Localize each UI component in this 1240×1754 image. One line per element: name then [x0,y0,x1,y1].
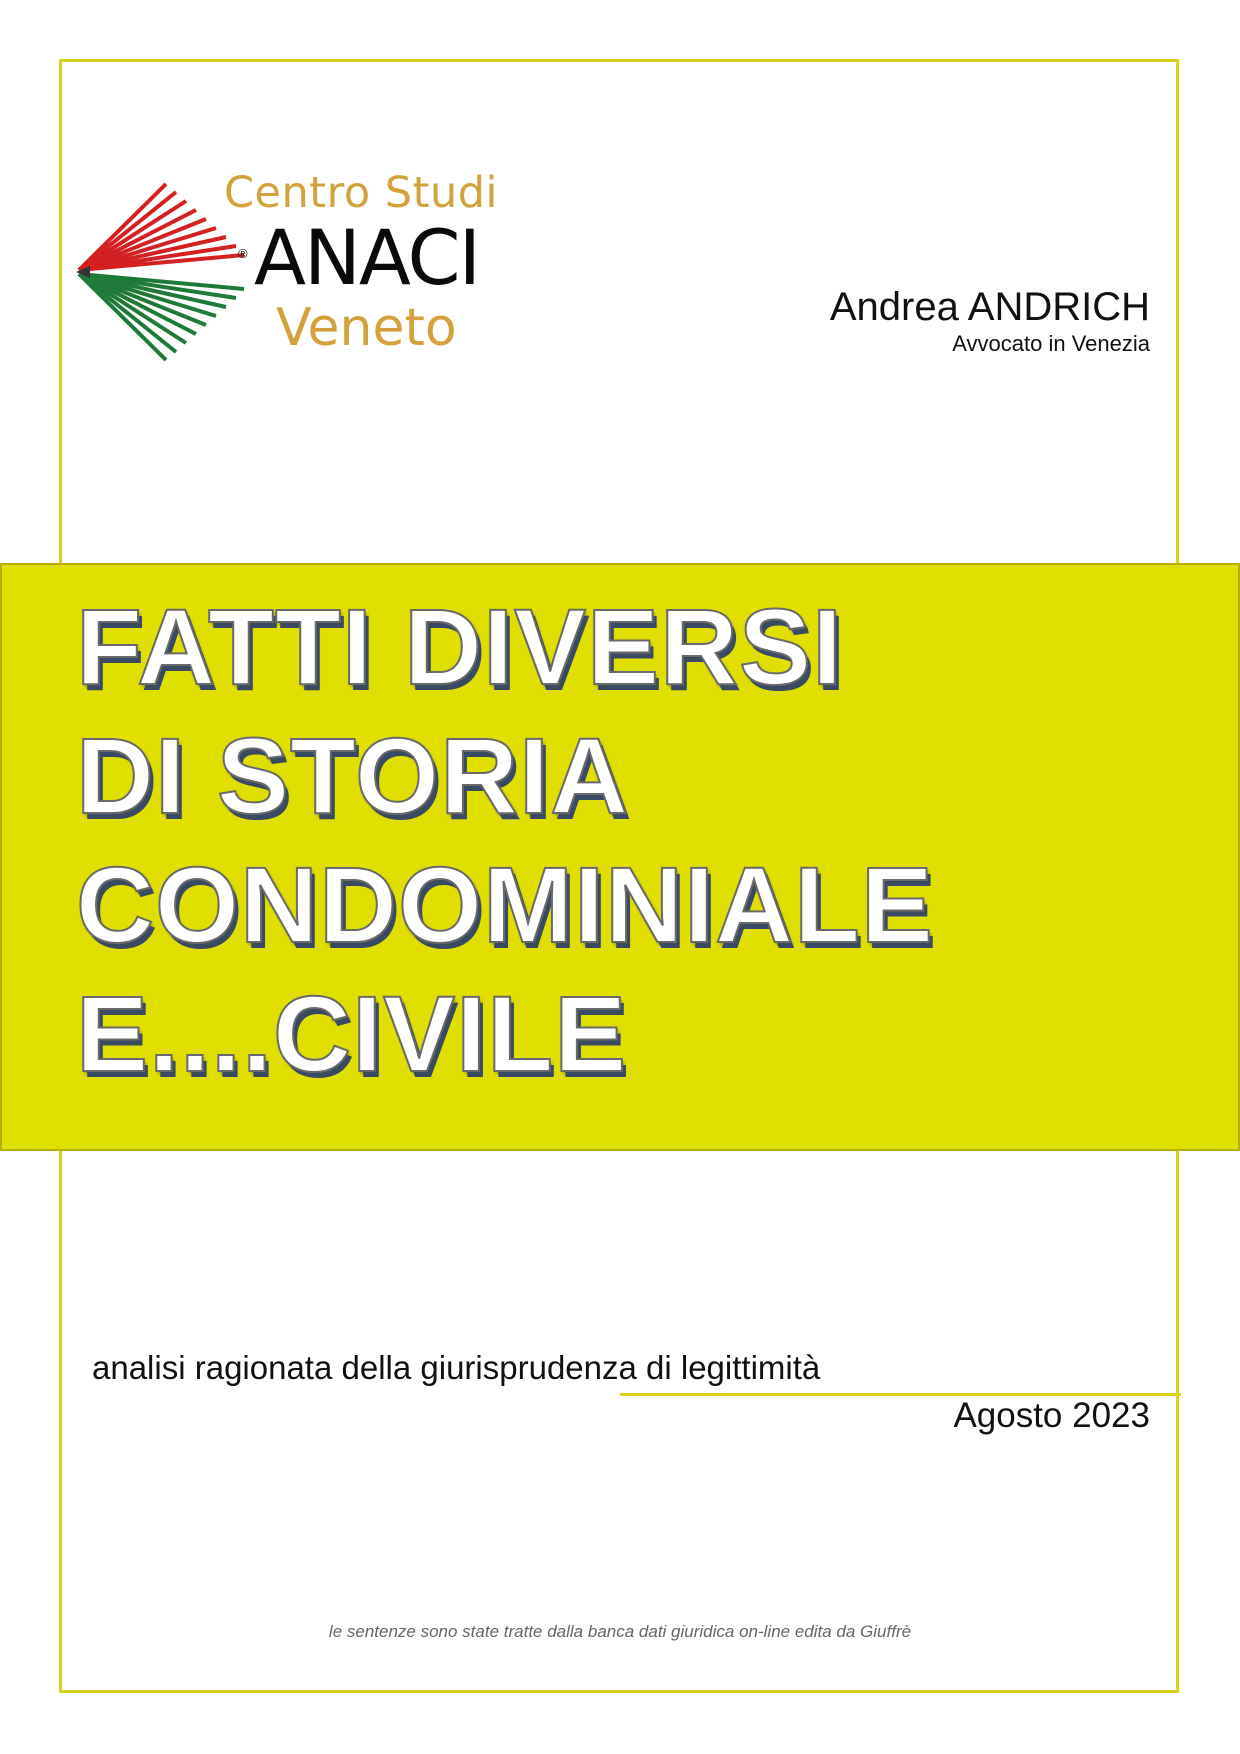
publication-date: Agosto 2023 [953,1396,1150,1435]
title-line-1: FATTI DIVERSI [76,586,844,707]
subtitle: analisi ragionata della giurisprudenza di legittimità [92,1349,821,1386]
title-band [0,563,1240,1151]
logo-line-centro-studi: Centro Studi [224,168,498,218]
title-line-4: E....CIVILE [76,973,628,1094]
author-block [830,285,1150,357]
author-name: Andrea ANDRICH [829,285,1150,329]
logo-line-veneto: Veneto [276,298,457,358]
anaci-logo [76,168,526,368]
logo-line-anaci: ANACI [254,213,479,302]
title-line-2: DI STORIA [76,715,630,836]
title-line-3: CONDOMINIALE [76,844,934,965]
author-role: Avvocato in Venezia [952,331,1150,356]
logo-registered-mark: ® [238,246,248,261]
source-note: le sentenze sono state tratte dalla banca dati giuridica on-line edita da Giuffrè [328,1622,912,1641]
